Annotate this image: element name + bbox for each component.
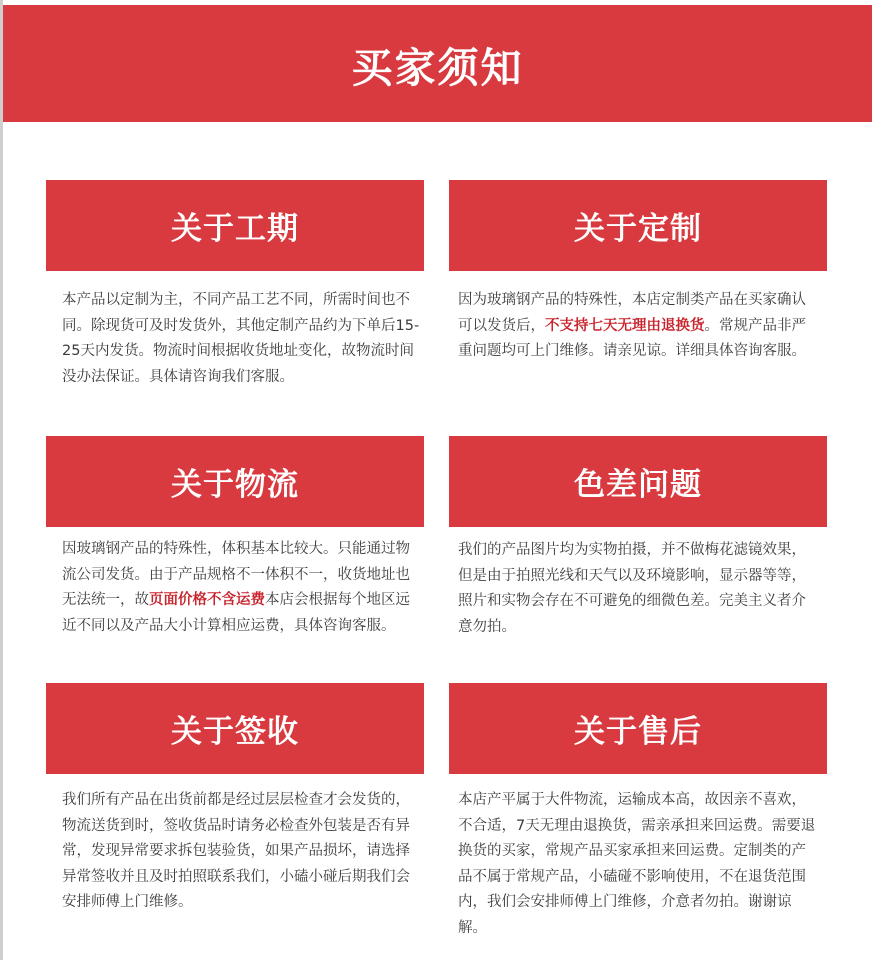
- body-text: 因为玻璃钢产品的特殊性，本店定制类产品在买家确认可以发货后，: [458, 292, 806, 334]
- section-title: 关于签收: [171, 714, 299, 750]
- section-header-customization: [449, 180, 827, 271]
- body-text: 本产品以定制为主，不同产品工艺不同，所需时间也不同。除现货可及时发货外，其他定制产品约为下单后15-25天内发货。物流时间根据收货地址变化，故物流时间没办法保证。具体请咨询我们客服。: [62, 292, 420, 385]
- section-title: 关于定制: [574, 211, 702, 247]
- section-body-schedule: [62, 288, 422, 390]
- body-text: 我们的产品图片均为实物拍摄，并不做梅花滤镜效果，但是由于拍照光线和天气以及环境影响，显示器等等，照片和实物会存在不可避免的细微色差。完美主义者介意勿拍。: [458, 542, 806, 635]
- page-title: 买家须知: [351, 44, 524, 92]
- section-header-after-sales: [449, 683, 827, 774]
- section-body-logistics: [62, 537, 422, 639]
- section-header-schedule: [46, 180, 424, 271]
- section-body-color-difference: [458, 538, 818, 640]
- section-body-after-sales: [458, 788, 818, 941]
- body-text: 我们所有产品在出货前都是经过层层检查才会发货的，物流送货到时，签收货品时请务必检查外包装是否有异常，发现异常要求拆包装验货，如果产品损坏，请选择异常签收并且及时拍照联系我们，小磕小碰后期我们会安排师傅上门维修。: [62, 792, 410, 910]
- body-text-after: 本店会根据每个地区远近不同以及产品大小计算相应运费，具体咨询客服。: [62, 592, 410, 634]
- section-title: 关于工期: [171, 211, 299, 247]
- highlight-no-return: 不支持七天无理由退换货: [545, 317, 705, 334]
- body-text: 因玻璃钢产品的特殊性，体积基本比较大。只能通过物流公司发货。由于产品规格不一体积不一，收货地址也无法统一，故: [62, 541, 410, 608]
- left-border: [0, 0, 3, 960]
- section-body-customization: [458, 288, 818, 365]
- page-header-banner: [3, 5, 872, 122]
- section-header-receipt: [46, 683, 424, 774]
- section-header-color-difference: [449, 436, 827, 527]
- section-header-logistics: [46, 436, 424, 527]
- section-title: 色差问题: [574, 467, 702, 503]
- section-body-receipt: [62, 788, 422, 916]
- section-title: 关于售后: [574, 714, 702, 750]
- highlight-no-shipping-fee: 页面价格不含运费: [149, 592, 265, 608]
- body-text: 本店产平属于大件物流，运输成本高，故因亲不喜欢，不合适，7天无理由退换货，需亲承担来回运费。需要退换货的买家，常规产品买家承担来回运费。定制类的产品不属于常规产品，小磕碰不影响使用，不在退货范围内，我们会安排师傅上门维修，介意者勿拍。谢谢谅解。: [458, 792, 816, 936]
- body-text-after: 。常规产品非严重问题均可上门维修。请亲见谅。详细具体咨询客服。: [458, 317, 806, 359]
- section-title: 关于物流: [171, 467, 299, 503]
